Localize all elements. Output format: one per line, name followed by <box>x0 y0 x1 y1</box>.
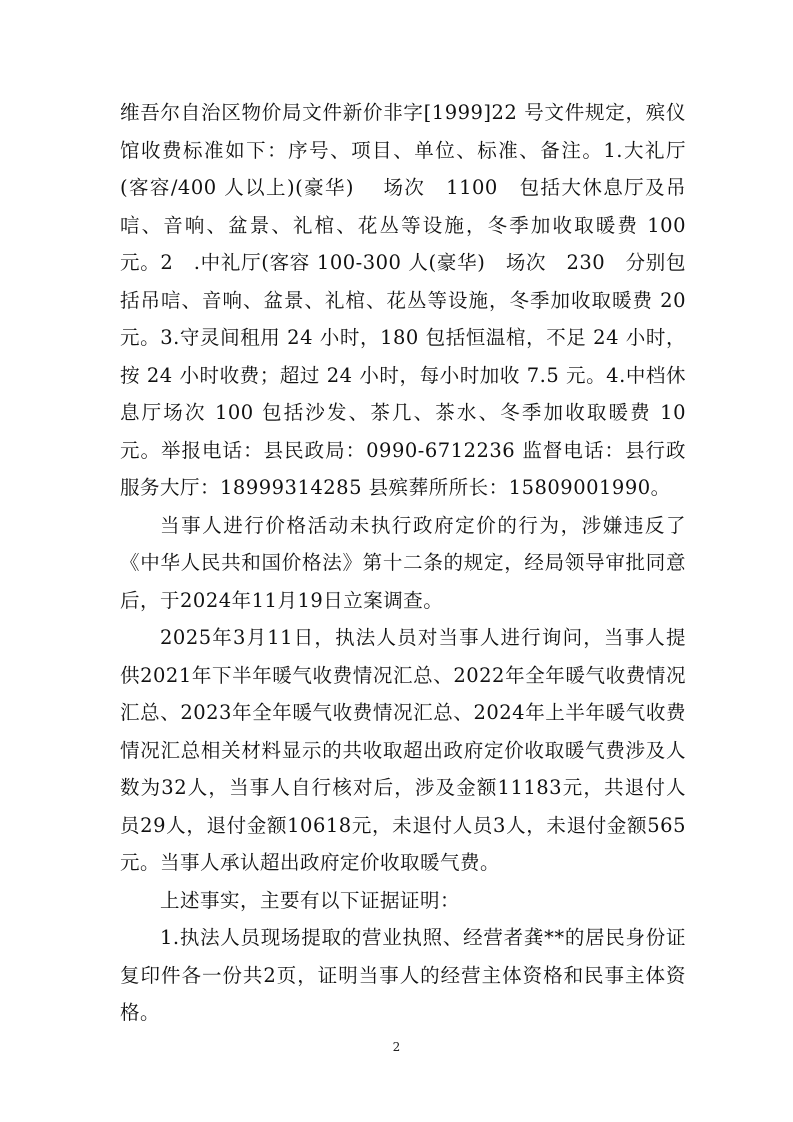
paragraph-evidence-intro: 上述事实，主要有以下证据证明： <box>160 888 461 912</box>
page-number: 2 <box>392 1040 401 1054</box>
paragraph-inquiry: 2025年3月11日，执法人员对当事人进行询问，当事人提供2021年下半年暖气收费情况汇总、2022年全年暖气收费情况汇总、2023年全年暖气收费情况汇总、2024年上半年暖气收费情况汇总相关材料显示的共收取超出政府定价收取暖气费涉及人数为32人，当事人自行核对后，涉及金额11183元，共退付人员29人，退付金额10618元，未退付人员3人，未退付金额565元。当事人承认超出政府定价收取暖气费。 <box>120 626 686 874</box>
document-body <box>120 94 686 1032</box>
paragraph-fee-standards: 维吾尔自治区物价局文件新价非字[1999]22 号文件规定，殡仪馆收费标准如下：序号、项目、单位、标准、备注。1.大礼厅(客容/400 人以上)(豪华) 场次 1100 包括大休息厅及吊唁、音响、盆景、礼棺、花丛等设施，冬季加收取暖费 100 元。2 .中礼厅(客容 100-300 人(豪华) 场次 230 分别包括吊唁、音响、盆景、礼棺、花丛等设施，冬季加收取暖费 20 元。3.守灵间租用 24 小时，180 包括恒温棺，不足 24 小时，按 24 小时收费；超过 24 小时，每小时加收 7.5 元。4.中档休息厅场次 100 包括沙发、茶几、茶水、冬季加收取暖费 10 元。举报电话：县民政局：0990-6712236 监督电话：县行政服务大厅：18999314285 县殡葬所所长：15809001990。 <box>120 101 686 499</box>
paragraph-violation: 当事人进行价格活动未执行政府定价的行为，涉嫌违反了《中华人民共和国价格法》第十二条的规定，经局领导审批同意后，于2024年11月19日立案调查。 <box>120 513 686 612</box>
paragraph-evidence-1: 1.执法人员现场提取的营业执照、经营者龚**的居民身份证复印件各一份共2页，证明当事人的经营主体资格和民事主体资格。 <box>120 926 686 1024</box>
